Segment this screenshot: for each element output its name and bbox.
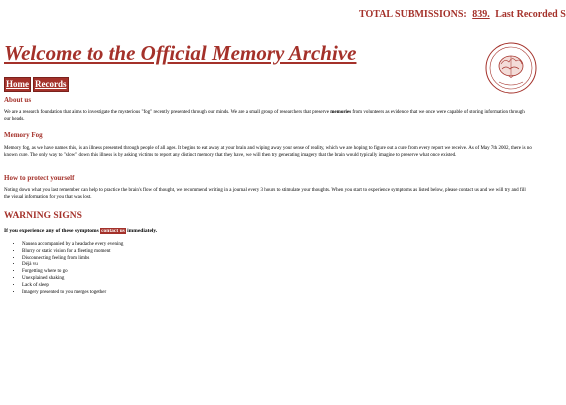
submission-count: 839. bbox=[472, 9, 490, 20]
list-item: • Unexplained shaking bbox=[22, 276, 123, 283]
memory-fog-heading: Memory Fog bbox=[4, 131, 43, 139]
ticker-suffix: Last Recorded S bbox=[495, 9, 566, 20]
submission-ticker bbox=[359, 9, 566, 20]
warning-intro-start: If you experience any of these symptoms bbox=[4, 228, 101, 234]
about-text-end: from volunteers as evidence that we once were capable of storing information through our heads. bbox=[4, 110, 525, 122]
about-heading: About us bbox=[4, 96, 32, 104]
about-text-start: We are a research foundation that aims to investigate the mysterious "fog" recently presented through our minds. We are a small group of researchers that preserve bbox=[4, 110, 331, 115]
list-item: • Forgetting where to go bbox=[22, 269, 123, 276]
warning-intro-end: immediately. bbox=[125, 228, 158, 234]
nav-records-link[interactable]: Records bbox=[33, 77, 69, 92]
list-item: • Nausea accompanied by a headache every evening bbox=[22, 242, 123, 249]
list-item: • Déjà vu bbox=[22, 262, 123, 269]
main-nav bbox=[4, 77, 69, 92]
list-item: • Blurry or static vision for a fleeting moment bbox=[22, 249, 123, 256]
contact-us-link[interactable]: contact us bbox=[101, 228, 125, 234]
about-text-bold: memories bbox=[330, 110, 352, 115]
symptom-list bbox=[14, 242, 123, 296]
list-item: • Disconnecting feeling from limbs bbox=[22, 256, 123, 263]
list-item: • Lack of sleep bbox=[22, 283, 123, 290]
memory-fog-text: Memory fog, as we have names this, is an illness presented through people of all ages. It begins to eat away at your brain and wiping away your sense of reality, which we are hoping to figure out a cure from every report we receive. As of May 7th 2002, there is no known cure. The only way to "slow" down this illness is by asking victims to report any distinct memory that they have, we will then try generating imagery that the brain would typically imagine to preserve what once existed. bbox=[4, 146, 532, 158]
ticker-prefix: TOTAL SUBMISSIONS: bbox=[359, 9, 467, 20]
about-text bbox=[4, 110, 532, 123]
nav-home-link[interactable]: Home bbox=[4, 77, 31, 92]
protect-text: Noting down what you last remember can help to practice the brain's flow of thought, we recommend writing in a journal every 3 hours to stimulate your thoughts. When you start to experience symptoms as listed below, please contact us and we will try and fill the visual information for you that was lost. bbox=[4, 188, 526, 200]
protect-heading: How to protect yourself bbox=[4, 174, 75, 182]
warning-heading: WARNING SIGNS bbox=[4, 211, 82, 221]
page-title: Welcome to the Official Memory Archive bbox=[4, 41, 357, 65]
list-item: • Imagery presented to you merges together bbox=[22, 290, 123, 297]
brain-seal-icon bbox=[485, 42, 537, 94]
warning-intro bbox=[4, 228, 157, 235]
